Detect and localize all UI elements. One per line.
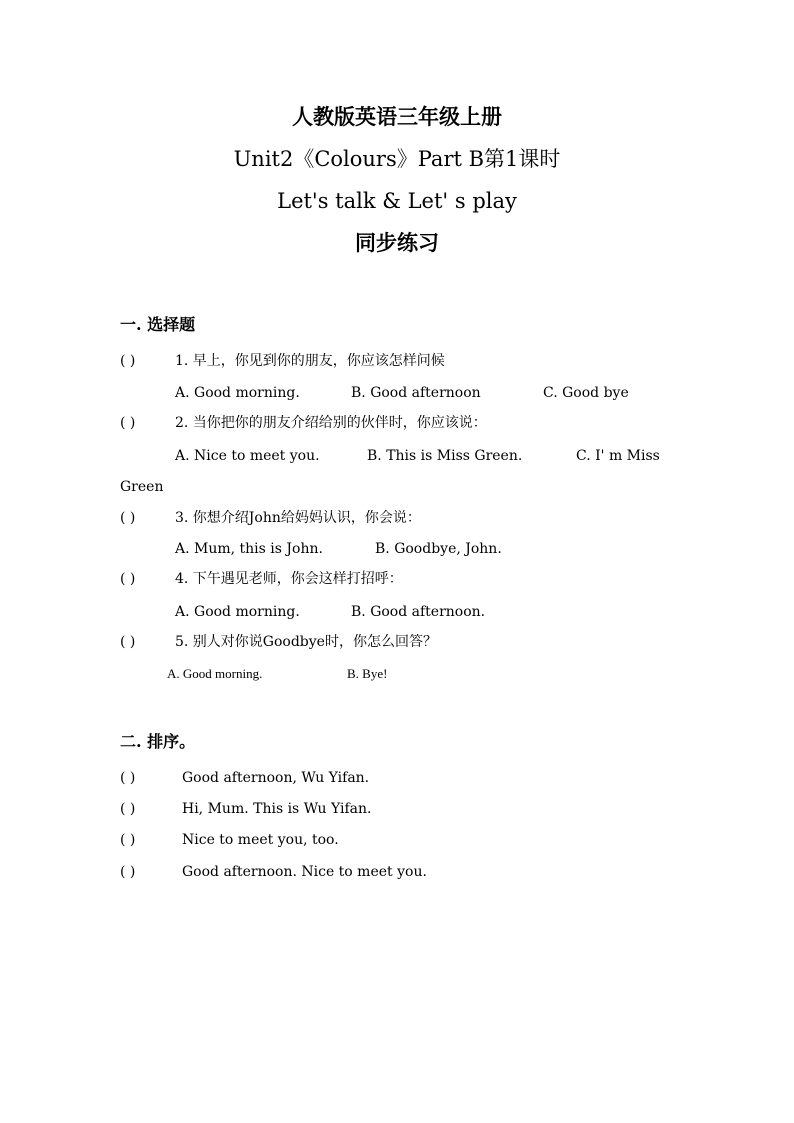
question-3-options xyxy=(175,539,502,559)
lesson-title: Let's talk & Let' s play xyxy=(277,189,517,213)
ordering-text: Hi, Mum. This is Wu Yifan. xyxy=(182,801,372,817)
ordering-text: Nice to meet you, too. xyxy=(182,832,339,848)
section-heading-choice: 一. 选择题 xyxy=(120,315,196,334)
question-4-options xyxy=(175,602,485,622)
exercise-title: 同步练习 xyxy=(355,230,439,255)
option-a: A. Mum, this is John. xyxy=(175,541,323,557)
option-b: B. Bye! xyxy=(347,666,388,681)
order-blank[interactable]: ( ) xyxy=(120,864,136,880)
section-heading-ordering: 二. 排序。 xyxy=(120,732,196,751)
answer-blank[interactable]: ( ) xyxy=(120,571,136,587)
unit-title: Unit2《Colours》Part B第1课时 xyxy=(233,147,561,171)
question-text: 2. 当你把你的朋友介绍给别的伙伴时，你应该说： xyxy=(175,415,487,431)
worksheet-title: 人教版英语三年级上册 xyxy=(292,104,502,129)
question-3 xyxy=(120,508,421,528)
question-text: 4. 下午遇见老师，你会这样打招呼： xyxy=(175,571,403,587)
order-blank[interactable]: ( ) xyxy=(120,770,136,786)
ordering-item-2 xyxy=(120,799,371,819)
option-b: B. Good afternoon. xyxy=(351,604,486,620)
answer-blank[interactable]: ( ) xyxy=(120,510,136,526)
option-c: C. Good bye xyxy=(543,385,629,401)
option-a: A. Good morning. xyxy=(175,604,300,620)
question-2-options xyxy=(175,446,660,466)
answer-blank[interactable]: ( ) xyxy=(120,415,136,431)
option-a: A. Nice to meet you. xyxy=(175,448,320,464)
option-a: A. Good morning. xyxy=(167,666,263,681)
question-text: 5. 别人对你说Goodbye时，你怎么回答？ xyxy=(175,634,437,650)
ordering-text: Good afternoon. Nice to meet you. xyxy=(182,864,427,880)
order-blank[interactable]: ( ) xyxy=(120,832,136,848)
ordering-item-3 xyxy=(120,830,339,850)
question-5 xyxy=(120,632,437,652)
option-b: B. This is Miss Green. xyxy=(367,448,523,464)
option-a: A. Good morning. xyxy=(175,385,300,401)
option-b: B. Goodbye, John. xyxy=(375,541,502,557)
question-text: 3. 你想介绍John给妈妈认识，你会说： xyxy=(175,510,421,526)
question-5-options xyxy=(167,664,387,684)
question-1-options xyxy=(175,383,629,403)
answer-blank[interactable]: ( ) xyxy=(120,353,136,369)
option-c: C. I' m Miss xyxy=(576,448,660,464)
order-blank[interactable]: ( ) xyxy=(120,801,136,817)
option-b: B. Good afternoon xyxy=(351,385,481,401)
question-1 xyxy=(120,351,445,371)
question-2 xyxy=(120,413,487,433)
question-2-option-continuation: Green xyxy=(120,479,164,495)
ordering-text: Good afternoon, Wu Yifan. xyxy=(182,770,370,786)
ordering-item-1 xyxy=(120,768,369,788)
question-4 xyxy=(120,569,403,589)
ordering-item-4 xyxy=(120,862,427,882)
answer-blank[interactable]: ( ) xyxy=(120,634,136,650)
question-text: 1. 早上，你见到你的朋友，你应该怎样问候 xyxy=(175,353,445,369)
